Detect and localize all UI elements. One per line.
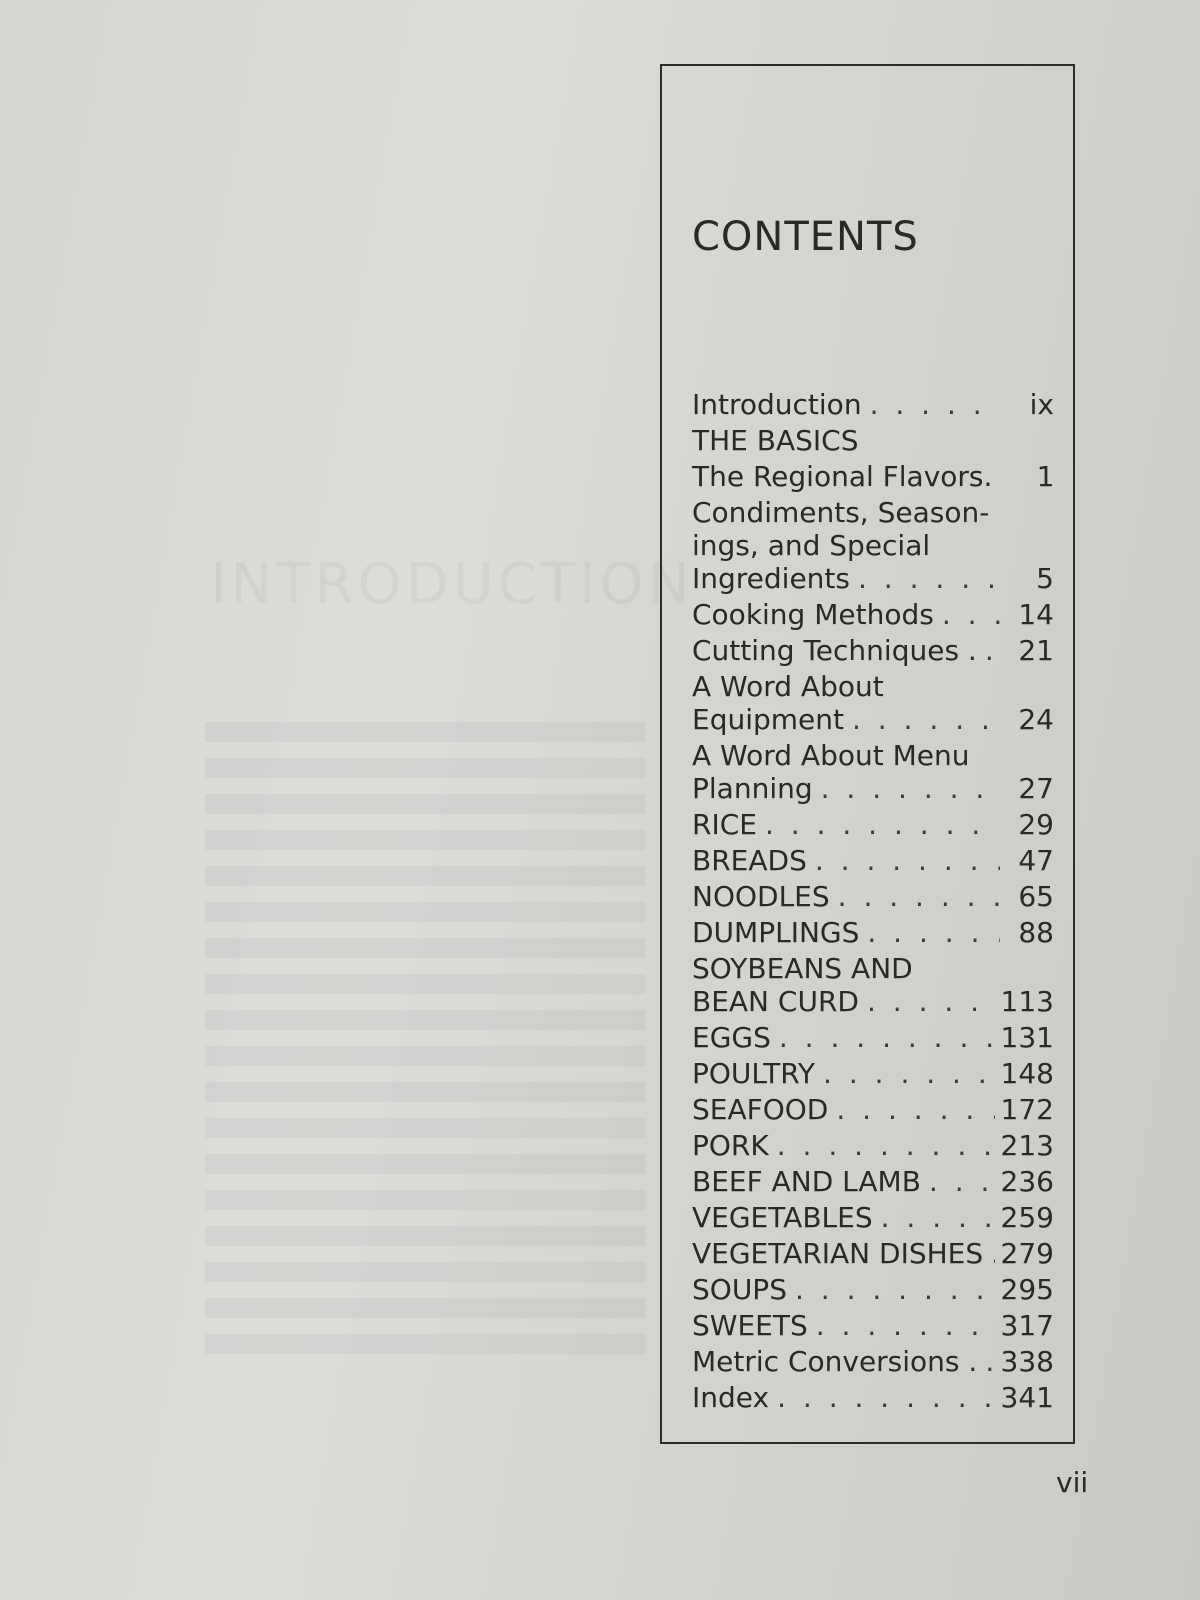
toc-entry-row [692, 1201, 1054, 1234]
toc-page-number: 65 [1018, 880, 1054, 913]
toc-entry-label: RICE [692, 808, 757, 841]
toc-page-number: 295 [1000, 1273, 1054, 1306]
dot-leader [867, 916, 1000, 949]
dot-leader [821, 772, 1000, 805]
toc-entry-label: ings, and Special [692, 529, 931, 562]
toc-entry-label: A Word About [692, 670, 884, 703]
toc-page-number: 5 [1036, 562, 1054, 595]
toc-entry-row [692, 634, 1054, 667]
dot-leader [985, 1345, 994, 1378]
dot-leader [779, 1021, 995, 1054]
toc-entry-lines [692, 1093, 1054, 1126]
dot-leader [942, 598, 1000, 631]
toc-entry-lines [692, 1309, 1054, 1342]
dot-leader [823, 1057, 995, 1090]
toc-entry-lines [692, 634, 1054, 667]
toc-page-number: 341 [1000, 1381, 1054, 1414]
toc-entry-label: NOODLES [692, 880, 830, 913]
toc-entry[interactable] [692, 388, 1054, 424]
toc-entry-lines [692, 460, 1054, 493]
toc-page-number: 29 [1018, 808, 1054, 841]
toc-page-number: 24 [1018, 703, 1054, 736]
contents-box [660, 64, 1075, 1444]
toc-entry[interactable] [692, 808, 1054, 844]
dot-leader [836, 1093, 994, 1126]
toc-entry[interactable] [692, 496, 1054, 595]
dot-leader [991, 1237, 994, 1270]
toc-page-number: 88 [1018, 916, 1054, 949]
toc-entry[interactable] [692, 739, 1054, 805]
toc-entry-row [692, 844, 1054, 877]
show-through-text [205, 722, 645, 1370]
toc-entry-label: The Regional Flavors. [692, 460, 993, 493]
toc-entry-row [692, 1381, 1054, 1414]
toc-entry-lines [692, 880, 1054, 913]
toc-page-number: 27 [1018, 772, 1054, 805]
toc-entry[interactable] [692, 1309, 1054, 1345]
toc-entry-label: DUMPLINGS [692, 916, 860, 949]
toc-entry-lines [692, 424, 1054, 457]
toc-page-number: 317 [1000, 1309, 1054, 1342]
toc-page-number: 172 [1000, 1093, 1054, 1126]
toc-page-number: 279 [1000, 1237, 1054, 1270]
toc-entry-row [692, 1093, 1054, 1126]
toc-entry-lines [692, 1021, 1054, 1054]
toc-entry-row [692, 880, 1054, 913]
page-number: vii [1056, 1466, 1089, 1499]
toc-entry[interactable] [692, 1021, 1054, 1057]
toc-entry[interactable] [692, 634, 1054, 670]
toc-entry-label: Introduction [692, 388, 862, 421]
toc-entry-label: Index [692, 1381, 770, 1414]
dot-leader [867, 985, 995, 1018]
toc-entry-label: Metric Conversions . [692, 1345, 978, 1378]
toc-entry[interactable] [692, 460, 1054, 496]
toc-entry[interactable] [692, 598, 1054, 634]
toc-entry-row [692, 1309, 1054, 1342]
toc-entry-row [692, 808, 1054, 841]
toc-entry-label: BEAN CURD [692, 985, 859, 1018]
toc-entry-lines [692, 739, 1054, 805]
toc-entry-row [692, 460, 1054, 493]
toc-entry-lines [692, 1237, 1054, 1270]
toc-entry-row [692, 1021, 1054, 1054]
toc-entry[interactable] [692, 1057, 1054, 1093]
toc-entry-lines [692, 598, 1054, 631]
toc-entry-row [692, 388, 1054, 421]
toc-entry-label: VEGETABLES [692, 1201, 873, 1234]
toc-entry-label: PORK [692, 1129, 769, 1162]
dot-leader [816, 1309, 995, 1342]
toc-entry[interactable] [692, 1093, 1054, 1129]
toc-page-number: 259 [1000, 1201, 1054, 1234]
toc-entry[interactable] [692, 670, 1054, 736]
toc-page-number: ix [1029, 388, 1054, 421]
toc-entry-row [692, 598, 1054, 631]
dot-leader [777, 1129, 995, 1162]
toc-entry-lines [692, 1165, 1054, 1198]
toc-page-number: 47 [1018, 844, 1054, 877]
contents-title: CONTENTS [692, 214, 919, 260]
dot-leader [852, 703, 1000, 736]
toc-entry-lines [692, 670, 1054, 736]
toc-entry-lines [692, 1129, 1054, 1162]
toc-entry-label: Cutting Techniques . [692, 634, 977, 667]
toc-entry-label: THE BASICS [692, 424, 859, 457]
toc-entry-lines [692, 1273, 1054, 1306]
dot-leader [929, 1165, 995, 1198]
toc-entry-label: BEEF AND LAMB [692, 1165, 921, 1198]
toc-entry-lines [692, 1381, 1054, 1414]
toc-entry-label: EGGS [692, 1021, 771, 1054]
toc-entry-lines [692, 1057, 1054, 1090]
toc-entry-row [692, 1057, 1054, 1090]
toc-page-number: 338 [1000, 1345, 1054, 1378]
toc-entry[interactable] [692, 916, 1054, 952]
toc-page-number: 14 [1018, 598, 1054, 631]
toc-entry-lines [692, 844, 1054, 877]
toc-entry-lines [692, 952, 1054, 1018]
toc-entry-lines [692, 1201, 1054, 1234]
toc-entry[interactable] [692, 844, 1054, 880]
toc-entry-row [692, 424, 1054, 457]
toc-entry[interactable] [692, 1237, 1054, 1273]
dot-leader [765, 808, 1000, 841]
toc-entry-lines [692, 1345, 1054, 1378]
toc-entry-label: POULTRY [692, 1057, 816, 1090]
toc-entry-label: Planning [692, 772, 813, 805]
dot-leader [858, 562, 1000, 595]
toc-page-number: 236 [1000, 1165, 1054, 1198]
toc-entry[interactable] [692, 1129, 1054, 1165]
toc-page-number: 131 [1000, 1021, 1054, 1054]
dot-leader [881, 1201, 995, 1234]
toc-entry[interactable] [692, 424, 1054, 460]
toc-entry-row [692, 1237, 1054, 1270]
toc-page-number: 113 [1000, 985, 1054, 1018]
toc-entry-label: BREADS [692, 844, 807, 877]
toc-entry-lines [692, 808, 1054, 841]
toc-entry-label: A Word About Menu [692, 739, 970, 772]
toc-entry[interactable] [692, 1381, 1054, 1417]
toc-entry-label: SEAFOOD [692, 1093, 829, 1126]
toc-entry-lines [692, 916, 1054, 949]
toc-entry-row [692, 1273, 1054, 1306]
dot-leader [985, 634, 1000, 667]
toc-page-number: 1 [1036, 460, 1055, 493]
toc-entry-lines [692, 388, 1054, 421]
toc-entry[interactable] [692, 1165, 1054, 1201]
toc-entry-lines [692, 496, 1054, 595]
dot-leader [870, 388, 1000, 421]
toc-entry-label: SOUPS [692, 1273, 787, 1306]
toc-entry-label: Cooking Methods [692, 598, 934, 631]
toc-entry-row [692, 1129, 1054, 1162]
dot-leader [815, 844, 1000, 877]
toc-entry-row [692, 562, 1054, 595]
toc-entry-label: SOYBEANS AND [692, 952, 913, 985]
toc-entry-row [692, 703, 1054, 736]
show-through-heading: INTRODUCTION [210, 552, 694, 617]
toc-page-number: 148 [1000, 1057, 1054, 1090]
contents-list [692, 388, 1054, 1417]
toc-entry[interactable] [692, 1345, 1054, 1381]
toc-entry-label: Condiments, Season- [692, 496, 990, 529]
toc-entry-label: Ingredients [692, 562, 850, 595]
toc-entry-row [692, 985, 1054, 1018]
toc-page-number: 213 [1000, 1129, 1054, 1162]
toc-entry-row [692, 1345, 1054, 1378]
toc-entry-label: SWEETS [692, 1309, 808, 1342]
toc-entry[interactable] [692, 880, 1054, 916]
toc-entry-row [692, 772, 1054, 805]
toc-page-number: 21 [1018, 634, 1054, 667]
toc-entry[interactable] [692, 1201, 1054, 1237]
dot-leader [838, 880, 1000, 913]
toc-entry-row [692, 1165, 1054, 1198]
toc-entry-row [692, 916, 1054, 949]
toc-entry[interactable] [692, 952, 1054, 1018]
toc-entry[interactable] [692, 1273, 1054, 1309]
dot-leader [795, 1273, 995, 1306]
toc-entry-label: VEGETARIAN DISHES [692, 1237, 984, 1270]
dot-leader [777, 1381, 994, 1414]
toc-entry-label: Equipment [692, 703, 844, 736]
